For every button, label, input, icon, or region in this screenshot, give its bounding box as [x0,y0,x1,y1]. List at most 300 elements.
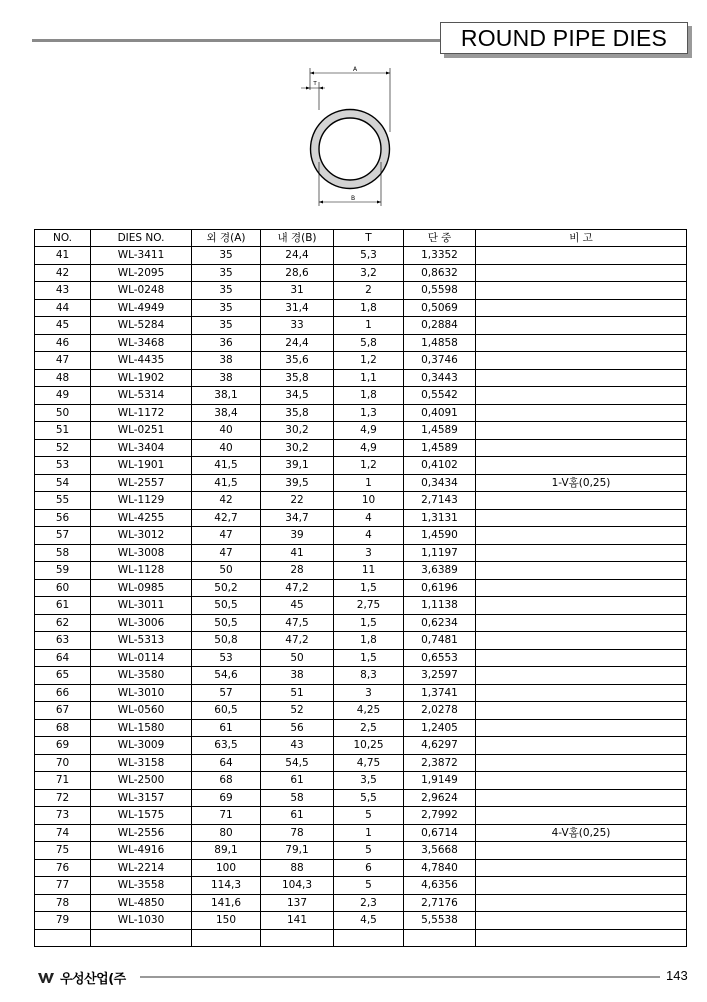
cell-thickness: 4,9 [334,422,404,440]
cell-thickness: 8,3 [334,667,404,685]
cell-outer-diameter: 41,5 [192,474,261,492]
table-row [35,579,687,597]
cell-remarks [476,562,687,580]
cell-inner-diameter: 35,8 [261,369,334,387]
cell-dies-no: WL-0248 [91,282,192,300]
cell-outer-diameter: 69 [192,789,261,807]
cell-thickness: 3,2 [334,264,404,282]
cell-dies-no: WL-4949 [91,299,192,317]
cell-thickness: 1 [334,824,404,842]
cell-outer-diameter: 50,2 [192,579,261,597]
table-row [35,632,687,650]
cell-inner-diameter: 51 [261,684,334,702]
cell-thickness: 3 [334,684,404,702]
cell-inner-diameter: 61 [261,772,334,790]
company-mark-icon [38,972,58,984]
cell-no: 50 [35,404,91,422]
cell-remarks [476,299,687,317]
cell-outer-diameter: 35 [192,264,261,282]
cell-outer-diameter: 61 [192,719,261,737]
cell-outer-diameter: 150 [192,912,261,930]
cell-inner-diameter: 34,7 [261,509,334,527]
cell-dies-no: WL-3010 [91,684,192,702]
table-row [35,929,687,947]
cell-unit-weight: 1,1197 [404,544,476,562]
cell-dies-no: WL-0985 [91,579,192,597]
cell-outer-diameter: 35 [192,282,261,300]
cell-remarks [476,369,687,387]
cell-no: 76 [35,859,91,877]
cell-unit-weight: 0,4091 [404,404,476,422]
cell-no: 59 [35,562,91,580]
cell-inner-diameter: 30,2 [261,439,334,457]
cell-dies-no: WL-0251 [91,422,192,440]
cell-remarks [476,527,687,545]
cell-outer-diameter: 35 [192,299,261,317]
cell-thickness: 1,2 [334,352,404,370]
page-title: ROUND PIPE DIES [440,22,688,54]
cell-dies-no: WL-3009 [91,737,192,755]
column-header-remarks: 비 고 [476,230,687,247]
cell-unit-weight: 1,2405 [404,719,476,737]
cell-no: 41 [35,247,91,265]
cell-remarks [476,772,687,790]
cell-no: 56 [35,509,91,527]
cell-unit-weight: 2,0278 [404,702,476,720]
cell-unit-weight: 0,3443 [404,369,476,387]
cell-unit-weight: 0,5542 [404,387,476,405]
cell-unit-weight: 4,7840 [404,859,476,877]
cell-no: 65 [35,667,91,685]
page-number: 143 [666,968,688,983]
cell-dies-no: WL-0114 [91,649,192,667]
cell-no: 63 [35,632,91,650]
cell-inner-diameter: 31 [261,282,334,300]
table-row [35,737,687,755]
cell-thickness [334,929,404,947]
table-row [35,369,687,387]
table-row [35,807,687,825]
cell-thickness: 4,5 [334,912,404,930]
cell-outer-diameter: 80 [192,824,261,842]
table-row [35,772,687,790]
table-row [35,544,687,562]
cell-thickness: 5 [334,807,404,825]
cell-inner-diameter: 28,6 [261,264,334,282]
cell-inner-diameter: 30,2 [261,422,334,440]
cell-remarks [476,649,687,667]
cell-inner-diameter: 22 [261,492,334,510]
cell-no: 75 [35,842,91,860]
cell-outer-diameter: 50,8 [192,632,261,650]
table-row [35,527,687,545]
footer-rule [140,976,660,978]
cell-no: 46 [35,334,91,352]
cell-inner-diameter: 54,5 [261,754,334,772]
cell-thickness: 1,2 [334,457,404,475]
cell-dies-no [91,929,192,947]
cell-thickness: 1,5 [334,614,404,632]
cell-remarks [476,597,687,615]
cell-dies-no: WL-3404 [91,439,192,457]
cell-inner-diameter: 39,5 [261,474,334,492]
table-row [35,894,687,912]
cell-no: 42 [35,264,91,282]
table-row [35,597,687,615]
cell-inner-diameter: 79,1 [261,842,334,860]
cell-no: 79 [35,912,91,930]
cell-dies-no: WL-3157 [91,789,192,807]
column-header-thickness: T [334,230,404,247]
cell-no: 53 [35,457,91,475]
cell-outer-diameter: 141,6 [192,894,261,912]
table-row [35,439,687,457]
cell-dies-no: WL-3158 [91,754,192,772]
cell-remarks [476,352,687,370]
cell-unit-weight: 4,6356 [404,877,476,895]
cell-remarks [476,317,687,335]
cell-unit-weight: 3,5668 [404,842,476,860]
cell-outer-diameter [192,929,261,947]
cell-unit-weight: 0,7481 [404,632,476,650]
cell-no: 72 [35,789,91,807]
cell-thickness: 5 [334,842,404,860]
cell-outer-diameter: 36 [192,334,261,352]
cell-thickness: 5,5 [334,789,404,807]
cell-unit-weight: 3,6389 [404,562,476,580]
cell-no: 52 [35,439,91,457]
cell-remarks [476,492,687,510]
cell-inner-diameter: 43 [261,737,334,755]
cell-inner-diameter: 31,4 [261,299,334,317]
table-row [35,317,687,335]
table-row [35,649,687,667]
cell-thickness: 5 [334,877,404,895]
cell-dies-no: WL-4850 [91,894,192,912]
table-row [35,387,687,405]
header-rule [32,39,440,42]
table-header-row [35,230,687,247]
cell-dies-no: WL-3580 [91,667,192,685]
cell-dies-no: WL-3006 [91,614,192,632]
cell-inner-diameter: 34,5 [261,387,334,405]
cell-dies-no: WL-4255 [91,509,192,527]
cell-no [35,929,91,947]
cell-no: 57 [35,527,91,545]
cell-inner-diameter: 39 [261,527,334,545]
cell-dies-no: WL-2556 [91,824,192,842]
cell-thickness: 5,3 [334,247,404,265]
cell-inner-diameter: 28 [261,562,334,580]
cell-thickness: 1,3 [334,404,404,422]
cell-remarks [476,422,687,440]
company-logo [38,968,126,987]
cell-remarks [476,387,687,405]
cell-unit-weight: 1,3131 [404,509,476,527]
cell-outer-diameter: 47 [192,544,261,562]
table-row [35,474,687,492]
cell-outer-diameter: 40 [192,439,261,457]
cell-unit-weight: 0,4102 [404,457,476,475]
cell-dies-no: WL-3011 [91,597,192,615]
cell-unit-weight: 2,3872 [404,754,476,772]
table-row [35,299,687,317]
cell-remarks [476,632,687,650]
cell-remarks [476,789,687,807]
cell-remarks [476,842,687,860]
cell-remarks: 1-V홈(0,25) [476,474,687,492]
cell-unit-weight: 0,6234 [404,614,476,632]
cell-dies-no: WL-5313 [91,632,192,650]
cell-no: 55 [35,492,91,510]
cell-no: 61 [35,597,91,615]
cell-unit-weight: 2,9624 [404,789,476,807]
table-row [35,754,687,772]
cell-dies-no: WL-2500 [91,772,192,790]
cell-outer-diameter: 50,5 [192,597,261,615]
cell-thickness: 10,25 [334,737,404,755]
cell-dies-no: WL-4916 [91,842,192,860]
cell-remarks [476,859,687,877]
cell-dies-no: WL-5314 [91,387,192,405]
table-row [35,282,687,300]
cell-remarks: 4-V홈(0,25) [476,824,687,842]
cell-no: 67 [35,702,91,720]
cell-inner-diameter: 58 [261,789,334,807]
cell-thickness: 1,8 [334,387,404,405]
cell-thickness: 3,5 [334,772,404,790]
cell-unit-weight: 4,6297 [404,737,476,755]
dimension-t-label: T [313,81,317,87]
cell-remarks [476,737,687,755]
table-row [35,562,687,580]
cell-inner-diameter: 78 [261,824,334,842]
cell-thickness: 4,75 [334,754,404,772]
cell-unit-weight: 1,4858 [404,334,476,352]
cell-no: 64 [35,649,91,667]
dies-table [34,229,687,947]
cell-remarks [476,807,687,825]
cell-no: 44 [35,299,91,317]
cell-outer-diameter: 60,5 [192,702,261,720]
cell-no: 69 [35,737,91,755]
cell-thickness: 2,3 [334,894,404,912]
cell-outer-diameter: 53 [192,649,261,667]
cell-remarks [476,334,687,352]
cell-outer-diameter: 47 [192,527,261,545]
cell-unit-weight: 3,2597 [404,667,476,685]
cell-outer-diameter: 41,5 [192,457,261,475]
column-header-outer-diameter: 외 경(A) [192,230,261,247]
cell-dies-no: WL-1901 [91,457,192,475]
cell-no: 49 [35,387,91,405]
cell-outer-diameter: 38,1 [192,387,261,405]
cell-inner-diameter: 137 [261,894,334,912]
cell-remarks [476,912,687,930]
cell-outer-diameter: 57 [192,684,261,702]
cell-unit-weight: 0,5069 [404,299,476,317]
column-header-unit-weight: 단 중 [404,230,476,247]
table-row [35,859,687,877]
cell-unit-weight: 2,7143 [404,492,476,510]
cell-outer-diameter: 40 [192,422,261,440]
cell-no: 58 [35,544,91,562]
cell-unit-weight: 0,3434 [404,474,476,492]
cell-thickness: 4 [334,509,404,527]
cell-inner-diameter: 39,1 [261,457,334,475]
cell-no: 54 [35,474,91,492]
cell-thickness: 4 [334,527,404,545]
cell-inner-diameter: 47,2 [261,632,334,650]
cell-no: 45 [35,317,91,335]
cell-no: 70 [35,754,91,772]
cell-thickness: 3 [334,544,404,562]
cell-unit-weight: 0,3746 [404,352,476,370]
cell-dies-no: WL-1902 [91,369,192,387]
cell-no: 73 [35,807,91,825]
table-row [35,509,687,527]
cell-inner-diameter: 45 [261,597,334,615]
cell-outer-diameter: 38,4 [192,404,261,422]
column-header-no: NO. [35,230,91,247]
cell-inner-diameter: 47,2 [261,579,334,597]
cell-unit-weight: 0,6196 [404,579,476,597]
cell-remarks [476,579,687,597]
table-row [35,667,687,685]
table-row [35,492,687,510]
cell-unit-weight: 5,5538 [404,912,476,930]
cell-outer-diameter: 35 [192,247,261,265]
cell-thickness: 1,5 [334,649,404,667]
cell-dies-no: WL-2214 [91,859,192,877]
cell-remarks [476,754,687,772]
cell-dies-no: WL-4435 [91,352,192,370]
cell-remarks [476,719,687,737]
cell-dies-no: WL-1172 [91,404,192,422]
cell-thickness: 1 [334,317,404,335]
cell-no: 51 [35,422,91,440]
cell-outer-diameter: 50,5 [192,614,261,632]
cell-thickness: 4,9 [334,439,404,457]
table-row [35,824,687,842]
table-row [35,877,687,895]
cell-unit-weight: 1,9149 [404,772,476,790]
table-row [35,684,687,702]
company-name: 우성산업(주 [60,972,126,987]
table-row [35,264,687,282]
cell-remarks [476,667,687,685]
cell-dies-no: WL-3468 [91,334,192,352]
cell-thickness: 1,1 [334,369,404,387]
cell-inner-diameter: 88 [261,859,334,877]
cell-remarks [476,439,687,457]
cell-inner-diameter: 56 [261,719,334,737]
table-row [35,842,687,860]
cell-remarks [476,282,687,300]
cell-thickness: 10 [334,492,404,510]
cell-outer-diameter: 68 [192,772,261,790]
table-row [35,912,687,930]
cell-unit-weight: 1,3352 [404,247,476,265]
table-row [35,247,687,265]
cell-remarks [476,614,687,632]
cell-unit-weight: 2,7992 [404,807,476,825]
cell-inner-diameter: 35,6 [261,352,334,370]
cell-outer-diameter: 38 [192,369,261,387]
cell-dies-no: WL-3411 [91,247,192,265]
cell-thickness: 1,8 [334,299,404,317]
cell-dies-no: WL-0560 [91,702,192,720]
cell-unit-weight: 0,6714 [404,824,476,842]
cell-outer-diameter: 35 [192,317,261,335]
table-row [35,334,687,352]
cell-unit-weight: 1,3741 [404,684,476,702]
table-row [35,789,687,807]
cell-remarks [476,404,687,422]
cell-thickness: 4,25 [334,702,404,720]
cell-unit-weight: 1,1138 [404,597,476,615]
cell-dies-no: WL-1129 [91,492,192,510]
cell-no: 60 [35,579,91,597]
cell-unit-weight: 0,8632 [404,264,476,282]
cell-outer-diameter: 100 [192,859,261,877]
cell-inner-diameter: 33 [261,317,334,335]
column-header-dies-no: DIES NO. [91,230,192,247]
cell-no: 78 [35,894,91,912]
cell-inner-diameter: 50 [261,649,334,667]
cell-unit-weight: 1,4590 [404,527,476,545]
cell-dies-no: WL-1580 [91,719,192,737]
cell-remarks [476,247,687,265]
cell-inner-diameter: 104,3 [261,877,334,895]
cell-thickness: 1,5 [334,579,404,597]
cell-remarks [476,544,687,562]
cell-outer-diameter: 63,5 [192,737,261,755]
cell-unit-weight: 1,4589 [404,422,476,440]
table-row [35,614,687,632]
cell-thickness: 1 [334,474,404,492]
cell-remarks [476,457,687,475]
cell-no: 48 [35,369,91,387]
cell-outer-diameter: 42 [192,492,261,510]
cell-dies-no: WL-5284 [91,317,192,335]
dimension-a-label: A [352,66,358,73]
cell-thickness: 5,8 [334,334,404,352]
cell-unit-weight [404,929,476,947]
cell-outer-diameter: 38 [192,352,261,370]
cell-remarks [476,509,687,527]
table-row [35,352,687,370]
cell-outer-diameter: 54,6 [192,667,261,685]
cell-inner-diameter: 24,4 [261,334,334,352]
cell-unit-weight: 0,6553 [404,649,476,667]
cell-dies-no: WL-3012 [91,527,192,545]
cell-outer-diameter: 89,1 [192,842,261,860]
cell-remarks [476,877,687,895]
cell-inner-diameter: 38 [261,667,334,685]
cell-no: 62 [35,614,91,632]
cell-remarks [476,264,687,282]
cell-inner-diameter: 61 [261,807,334,825]
cell-inner-diameter: 47,5 [261,614,334,632]
cell-outer-diameter: 114,3 [192,877,261,895]
cell-remarks [476,894,687,912]
table-row [35,404,687,422]
table-row [35,457,687,475]
cell-no: 77 [35,877,91,895]
cell-thickness: 6 [334,859,404,877]
cell-dies-no: WL-1575 [91,807,192,825]
